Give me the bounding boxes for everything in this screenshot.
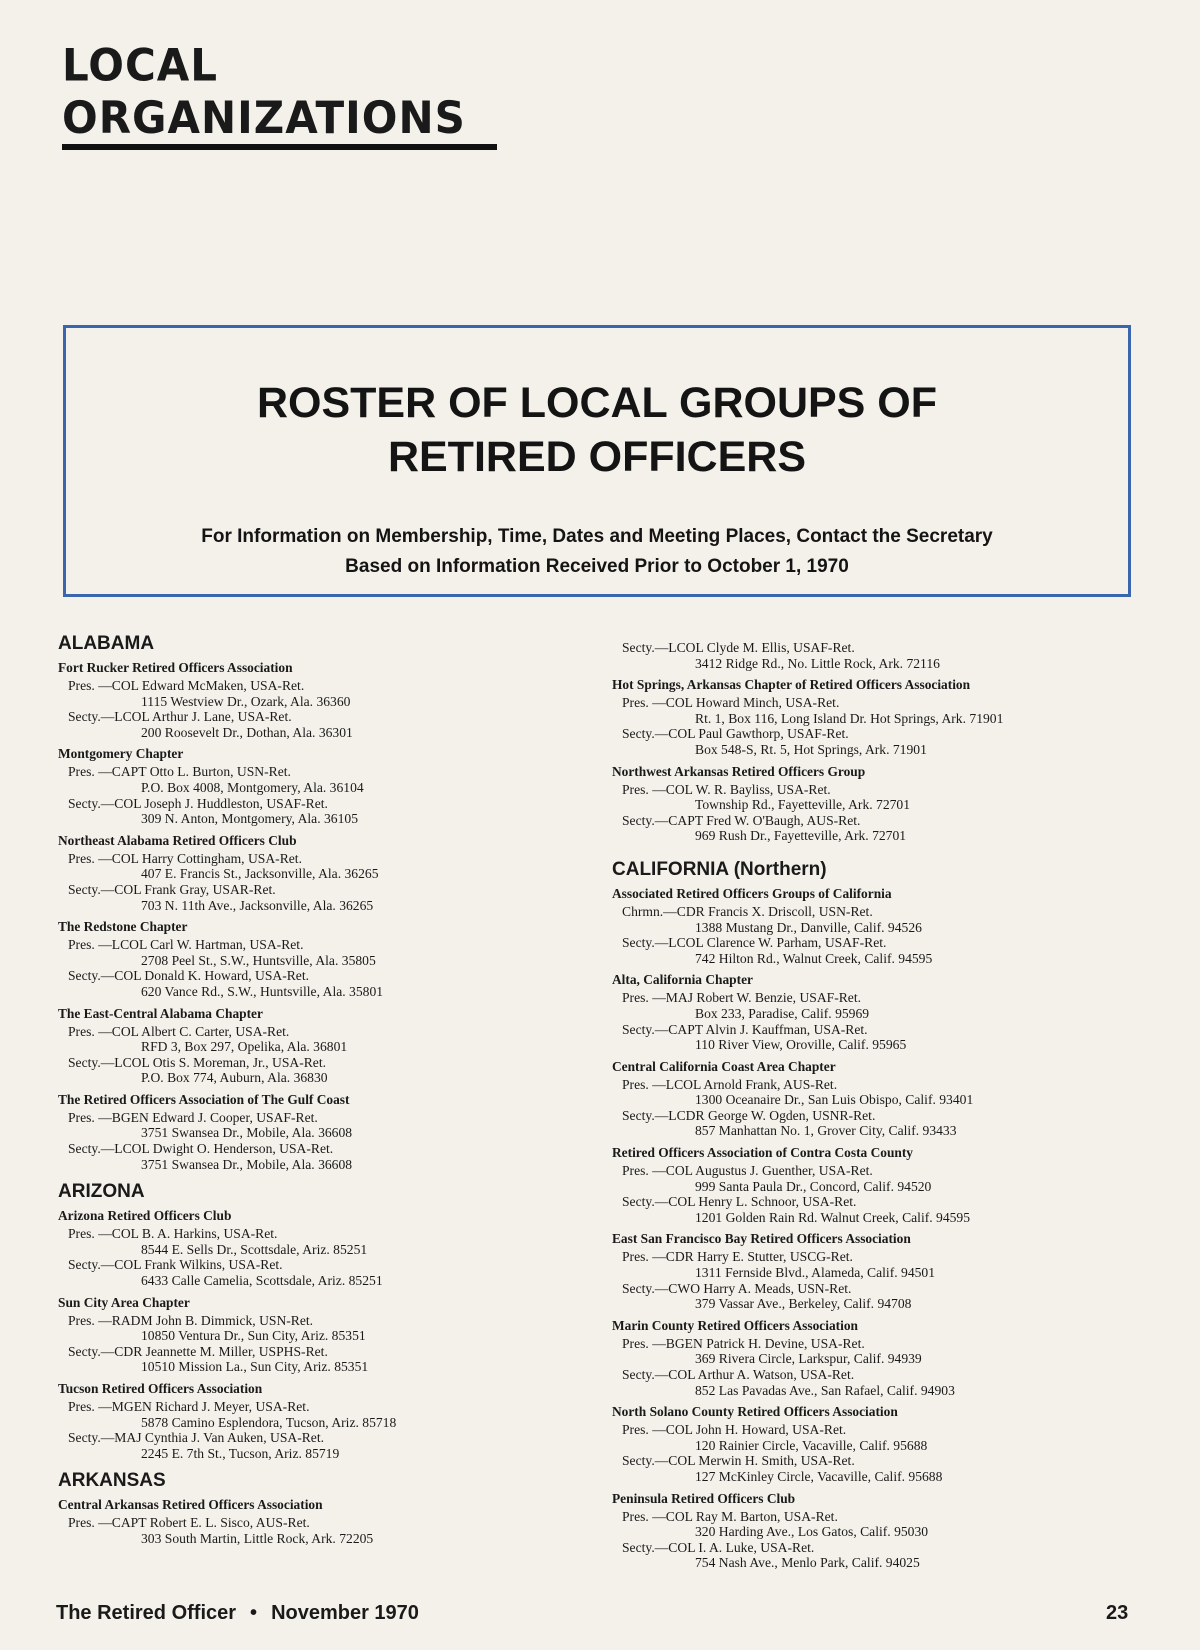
group-marin-county bbox=[612, 1317, 1187, 1398]
roster-title-box bbox=[63, 325, 1131, 597]
officer-address: 5878 Camino Esplendora, Tucson, Ariz. 85718 bbox=[141, 1414, 397, 1430]
section-title: LOCAL ORGANIZATIONS bbox=[62, 39, 466, 144]
group-gulf-coast bbox=[58, 1091, 598, 1172]
footer-publication-line bbox=[56, 1600, 419, 1626]
officer-address: 3751 Swansea Dr., Mobile, Ala. 36608 bbox=[141, 1125, 353, 1141]
officer-entry bbox=[622, 990, 1187, 1021]
officer-entry bbox=[622, 1194, 1187, 1225]
officer-line: Pres. —RADM John B. Dimmick, USN-Ret. bbox=[68, 1312, 314, 1328]
officer-entry bbox=[622, 1540, 1187, 1571]
officer-address: Rt. 1, Box 116, Long Island Dr. Hot Springs, Ark. 71901 bbox=[695, 710, 1004, 726]
officer-line: Secty.—COL Frank Wilkins, USA-Ret. bbox=[68, 1257, 283, 1273]
right-column bbox=[612, 640, 1187, 1576]
officer-entry bbox=[622, 1336, 1187, 1367]
officer-address: 857 Manhattan No. 1, Grover City, Calif. 93433 bbox=[695, 1123, 957, 1139]
officer-entry bbox=[622, 904, 1187, 935]
officer-entry bbox=[68, 1024, 598, 1055]
officer-entry bbox=[68, 764, 598, 795]
officer-entry bbox=[622, 782, 1187, 813]
officer-address: 10850 Ventura Dr., Sun City, Ariz. 85351 bbox=[141, 1328, 366, 1344]
officer-entry bbox=[68, 1344, 598, 1375]
officer-line: Pres. —COL Harry Cottingham, USA-Ret. bbox=[68, 850, 302, 866]
group-name: Central California Coast Area Chapter bbox=[612, 1058, 836, 1074]
officer-address: 2245 E. 7th St., Tucson, Ariz. 85719 bbox=[141, 1445, 340, 1461]
officer-line: Secty.—COL I. A. Luke, USA-Ret. bbox=[622, 1539, 815, 1555]
section-title-underline bbox=[62, 144, 497, 150]
officer-address: 754 Nash Ave., Menlo Park, Calif. 94025 bbox=[695, 1555, 920, 1571]
group-name: Hot Springs, Arkansas Chapter of Retired Officers Association bbox=[612, 677, 971, 693]
officer-entry bbox=[68, 1313, 598, 1344]
officer-entry bbox=[68, 882, 598, 913]
officer-line: Secty.—LCDR George W. Ogden, USNR-Ret. bbox=[622, 1107, 876, 1123]
officer-address: 303 South Martin, Little Rock, Ark. 72205 bbox=[141, 1530, 374, 1546]
group-name: Alta, California Chapter bbox=[612, 972, 753, 988]
officer-address: 407 E. Francis St., Jacksonville, Ala. 36265 bbox=[141, 866, 379, 882]
officer-line: Pres. —BGEN Edward J. Cooper, USAF-Ret. bbox=[68, 1109, 318, 1125]
officer-entry bbox=[622, 1163, 1187, 1194]
officer-address: 320 Harding Ave., Los Gatos, Calif. 95030 bbox=[695, 1524, 929, 1540]
officer-address: 379 Vassar Ave., Berkeley, Calif. 94708 bbox=[695, 1296, 912, 1312]
officer-entry bbox=[622, 695, 1187, 726]
officer-line: Pres. —BGEN Patrick H. Devine, USA-Ret. bbox=[622, 1335, 865, 1351]
officer-address: Box 233, Paradise, Calif. 95969 bbox=[695, 1005, 870, 1021]
officer-entry bbox=[68, 968, 598, 999]
officer-address: 999 Santa Paula Dr., Concord, Calif. 94520 bbox=[695, 1178, 932, 1194]
group-hot-springs bbox=[612, 676, 1187, 757]
left-column bbox=[58, 632, 598, 1552]
officer-line: Pres. —COL Ray M. Barton, USA-Ret. bbox=[622, 1508, 838, 1524]
roster-subtitle-line2: Based on Information Received Prior to October 1, 1970 bbox=[345, 556, 849, 577]
officer-entry bbox=[622, 1022, 1187, 1053]
officer-entry bbox=[68, 1430, 598, 1461]
officer-address: 1311 Fernside Blvd., Alameda, Calif. 94501 bbox=[695, 1265, 936, 1281]
officer-address: P.O. Box 4008, Montgomery, Ala. 36104 bbox=[141, 779, 364, 795]
state-heading-arizona: ARIZONA bbox=[58, 1181, 145, 1203]
officer-entry bbox=[68, 1226, 598, 1257]
group-sun-city bbox=[58, 1294, 598, 1375]
group-central-arkansas bbox=[58, 1496, 598, 1546]
officer-entry bbox=[622, 1077, 1187, 1108]
page-number: 23 bbox=[1106, 1602, 1129, 1624]
officer-line: Pres. —CAPT Otto L. Burton, USN-Ret. bbox=[68, 764, 291, 780]
officer-entry bbox=[68, 937, 598, 968]
group-tucson bbox=[58, 1380, 598, 1461]
officer-line: Chrmn.—CDR Francis X. Driscoll, USN-Ret. bbox=[622, 903, 873, 919]
officer-address: 110 River View, Oroville, Calif. 95965 bbox=[695, 1037, 907, 1053]
group-name: Central Arkansas Retired Officers Association bbox=[58, 1497, 323, 1513]
footer-bullet: • bbox=[250, 1602, 258, 1624]
group-name: Northeast Alabama Retired Officers Club bbox=[58, 832, 297, 848]
group-north-solano bbox=[612, 1403, 1187, 1484]
officer-line: Secty.—COL Merwin H. Smith, USA-Ret. bbox=[622, 1453, 855, 1469]
officer-line: Pres. —LCOL Carl W. Hartman, USA-Ret. bbox=[68, 937, 304, 953]
officer-entry bbox=[622, 1281, 1187, 1312]
officer-line: Pres. —COL B. A. Harkins, USA-Ret. bbox=[68, 1226, 278, 1242]
group-arizona-club bbox=[58, 1207, 598, 1288]
officer-entry bbox=[68, 1515, 598, 1546]
group-peninsula bbox=[612, 1490, 1187, 1571]
section-header bbox=[62, 39, 497, 150]
officer-line: Secty.—COL Arthur A. Watson, USA-Ret. bbox=[622, 1367, 855, 1382]
officer-line: Secty.—COL Donald K. Howard, USA-Ret. bbox=[68, 968, 310, 984]
officer-line: Secty.—COL Frank Gray, USAR-Ret. bbox=[68, 881, 276, 897]
officer-line: Pres. —COL Albert C. Carter, USA-Ret. bbox=[68, 1023, 290, 1039]
officer-address: 3751 Swansea Dr., Mobile, Ala. 36608 bbox=[141, 1156, 353, 1172]
officer-address: 127 McKinley Circle, Vacaville, Calif. 95688 bbox=[695, 1468, 943, 1484]
officer-address: RFD 3, Box 297, Opelika, Ala. 36801 bbox=[141, 1039, 348, 1055]
footer-issue: November 1970 bbox=[271, 1602, 419, 1624]
officer-address: 3412 Ridge Rd., No. Little Rock, Ark. 72116 bbox=[695, 655, 940, 671]
officer-address: 1201 Golden Rain Rd. Walnut Creek, Calif. 94595 bbox=[695, 1209, 971, 1225]
officer-line: Secty.—LCOL Otis S. Moreman, Jr., USA-Ret. bbox=[68, 1054, 327, 1070]
officer-line: Pres. —CDR Harry E. Stutter, USCG-Ret. bbox=[622, 1249, 853, 1265]
group-name: The East-Central Alabama Chapter bbox=[58, 1005, 263, 1021]
officer-line: Secty.—CAPT Fred W. O'Baugh, AUS-Ret. bbox=[622, 812, 861, 828]
officer-address: 742 Hilton Rd., Walnut Creek, Calif. 94595 bbox=[695, 950, 933, 966]
roster-title-line2: RETIRED OFFICERS bbox=[387, 433, 807, 481]
officer-line: Secty.—COL Paul Gawthorp, USAF-Ret. bbox=[622, 726, 849, 742]
officer-address: 6433 Calle Camelia, Scottsdale, Ariz. 85251 bbox=[141, 1273, 383, 1289]
officer-entry bbox=[68, 678, 598, 709]
group-northeast-alabama bbox=[58, 832, 598, 913]
officer-entry bbox=[622, 1509, 1187, 1540]
officer-line: Pres. —LCOL Arnold Frank, AUS-Ret. bbox=[622, 1076, 838, 1092]
officer-address: Box 548-S, Rt. 5, Hot Springs, Ark. 71901 bbox=[695, 741, 927, 757]
roster-title-line1: ROSTER OF LOCAL GROUPS OF bbox=[256, 379, 938, 427]
group-redstone bbox=[58, 918, 598, 999]
officer-line: Pres. —COL John H. Howard, USA-Ret. bbox=[622, 1422, 847, 1438]
officer-address: Township Rd., Fayetteville, Ark. 72701 bbox=[695, 797, 911, 813]
footer-publication: The Retired Officer bbox=[56, 1602, 237, 1624]
officer-address: 309 N. Anton, Montgomery, Ala. 36105 bbox=[141, 811, 358, 827]
officer-address: 200 Roosevelt Dr., Dothan, Ala. 36301 bbox=[141, 724, 353, 740]
officer-address: 620 Vance Rd., S.W., Huntsville, Ala. 35801 bbox=[141, 983, 384, 999]
group-name: Arizona Retired Officers Club bbox=[58, 1208, 232, 1224]
officer-entry bbox=[68, 796, 598, 827]
officer-entry bbox=[622, 1453, 1187, 1484]
officer-entry bbox=[68, 1110, 598, 1141]
officer-entry bbox=[622, 1108, 1187, 1139]
roster-title bbox=[66, 376, 1128, 484]
officer-entry bbox=[622, 813, 1187, 844]
officer-address: 10510 Mission La., Sun City, Ariz. 85351 bbox=[141, 1359, 369, 1375]
officer-entry bbox=[68, 1141, 598, 1172]
group-northwest-arkansas bbox=[612, 763, 1187, 844]
group-associated-california bbox=[612, 885, 1187, 966]
officer-line: Pres. —CAPT Robert E. L. Sisco, AUS-Ret. bbox=[68, 1515, 310, 1531]
officer-line: Secty.—LCOL Clarence W. Parham, USAF-Ret. bbox=[622, 935, 887, 951]
officer-line: Secty.—CDR Jeannette M. Miller, USPHS-Ret. bbox=[68, 1343, 328, 1359]
group-name: Tucson Retired Officers Association bbox=[58, 1381, 263, 1396]
group-name: The Retired Officers Association of The Gulf Coast bbox=[58, 1091, 350, 1107]
officer-line: Secty.—CWO Harry A. Meads, USN-Ret. bbox=[622, 1280, 852, 1296]
group-name: Retired Officers Association of Contra Costa County bbox=[612, 1145, 914, 1161]
group-east-central-alabama bbox=[58, 1005, 598, 1086]
officer-entry bbox=[68, 1257, 598, 1288]
group-name: Marin County Retired Officers Association bbox=[612, 1317, 858, 1333]
officer-line: Secty.—LCOL Clyde M. Ellis, USAF-Ret. bbox=[622, 640, 855, 655]
officer-line: Secty.—CAPT Alvin J. Kauffman, USA-Ret. bbox=[622, 1021, 868, 1037]
officer-address: 852 Las Pavadas Ave., San Rafael, Calif. 94903 bbox=[695, 1382, 955, 1398]
officer-address: P.O. Box 774, Auburn, Ala. 36830 bbox=[141, 1070, 328, 1086]
group-central-arkansas-continued bbox=[612, 640, 1187, 671]
state-heading-arkansas: ARKANSAS bbox=[58, 1470, 166, 1492]
officer-address: 703 N. 11th Ave., Jacksonville, Ala. 36265 bbox=[141, 897, 374, 913]
roster-subtitle bbox=[66, 522, 1128, 582]
group-name: East San Francisco Bay Retired Officers Association bbox=[612, 1231, 911, 1247]
officer-line: Secty.—LCOL Dwight O. Henderson, USA-Ret. bbox=[68, 1141, 334, 1157]
group-name: North Solano County Retired Officers Association bbox=[612, 1404, 898, 1420]
officer-entry bbox=[622, 935, 1187, 966]
group-name: Fort Rucker Retired Officers Association bbox=[58, 660, 293, 675]
roster-subtitle-line1: For Information on Membership, Time, Dates and Meeting Places, Contact the Secretary bbox=[201, 526, 993, 547]
officer-address: 369 Rivera Circle, Larkspur, Calif. 94939 bbox=[695, 1351, 922, 1367]
officer-entry bbox=[68, 1399, 598, 1430]
group-name: Sun City Area Chapter bbox=[58, 1294, 190, 1310]
group-montgomery bbox=[58, 745, 598, 826]
group-name: Associated Retired Officers Groups of California bbox=[612, 885, 892, 901]
officer-entry bbox=[622, 1367, 1187, 1398]
group-east-san-francisco-bay bbox=[612, 1230, 1187, 1311]
officer-line: Pres. —COL Howard Minch, USA-Ret. bbox=[622, 695, 840, 711]
officer-address: 1300 Oceanaire Dr., San Luis Obispo, Calif. 93401 bbox=[695, 1092, 974, 1108]
group-name: Montgomery Chapter bbox=[58, 746, 184, 762]
officer-entry bbox=[622, 726, 1187, 757]
state-heading-california: CALIFORNIA (Northern) bbox=[612, 858, 827, 880]
officer-entry bbox=[622, 1249, 1187, 1280]
officer-address: 2708 Peel St., S.W., Huntsville, Ala. 35805 bbox=[141, 952, 376, 968]
officer-line: Pres. —COL Augustus J. Guenther, USA-Ret. bbox=[622, 1163, 873, 1179]
officer-entry bbox=[622, 1422, 1187, 1453]
officer-line: Secty.—MAJ Cynthia J. Van Auken, USA-Ret. bbox=[68, 1430, 325, 1446]
officer-line: Pres. —COL Edward McMaken, USA-Ret. bbox=[68, 678, 305, 693]
officer-line: Secty.—LCOL Arthur J. Lane, USA-Ret. bbox=[68, 709, 292, 725]
officer-address: 1115 Westview Dr., Ozark, Ala. 36360 bbox=[141, 693, 351, 709]
officer-line: Pres. —MGEN Richard J. Meyer, USA-Ret. bbox=[68, 1399, 310, 1414]
officer-line: Pres. —MAJ Robert W. Benzie, USAF-Ret. bbox=[622, 990, 862, 1006]
officer-line: Secty.—COL Henry L. Schnoor, USA-Ret. bbox=[622, 1194, 857, 1210]
officer-line: Secty.—COL Joseph J. Huddleston, USAF-Ret. bbox=[68, 795, 328, 811]
group-fort-rucker bbox=[58, 659, 598, 740]
officer-entry bbox=[622, 640, 1187, 671]
officer-address: 1388 Mustang Dr., Danville, Calif. 94526 bbox=[695, 919, 922, 935]
officer-address: 8544 E. Sells Dr., Scottsdale, Ariz. 85251 bbox=[141, 1241, 368, 1257]
group-contra-costa bbox=[612, 1144, 1187, 1225]
officer-line: Pres. —COL W. R. Bayliss, USA-Ret. bbox=[622, 781, 831, 797]
group-central-california-coast bbox=[612, 1058, 1187, 1139]
group-alta-california bbox=[612, 971, 1187, 1052]
group-name: Peninsula Retired Officers Club bbox=[612, 1490, 796, 1506]
officer-address: 120 Rainier Circle, Vacaville, Calif. 95688 bbox=[695, 1437, 928, 1453]
officer-entry bbox=[68, 1055, 598, 1086]
officer-entry bbox=[68, 851, 598, 882]
group-name: The Redstone Chapter bbox=[58, 919, 188, 935]
officer-address: 969 Rush Dr., Fayetteville, Ark. 72701 bbox=[695, 828, 907, 844]
state-heading-alabama: ALABAMA bbox=[58, 633, 155, 654]
group-name: Northwest Arkansas Retired Officers Group bbox=[612, 763, 866, 779]
officer-entry bbox=[68, 709, 598, 740]
